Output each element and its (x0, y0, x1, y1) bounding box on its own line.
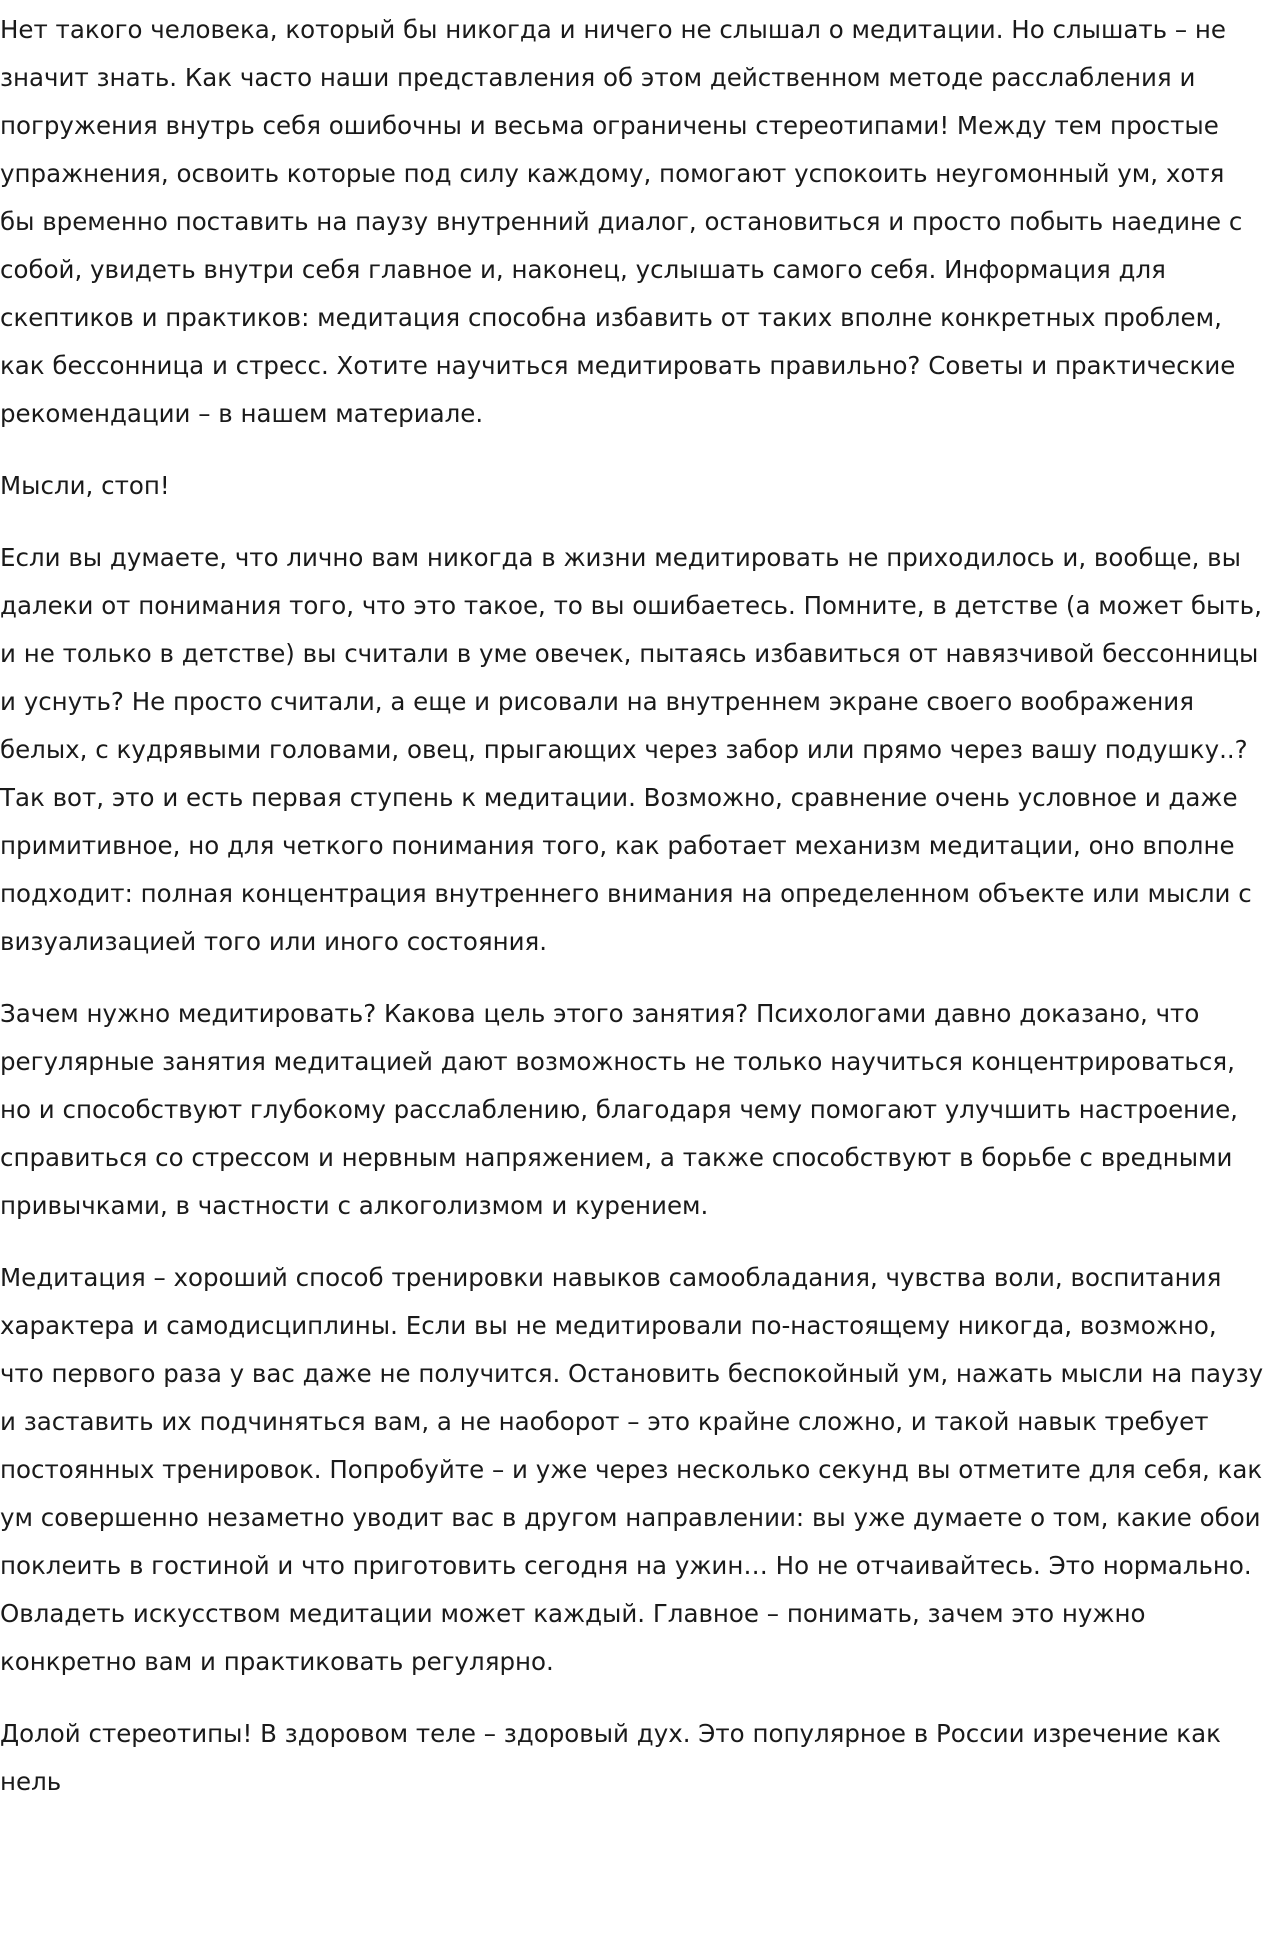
paragraph-self-control: Медитация – хороший способ тренировки навыков самообладания, чувства воли, воспитания характера и самодисциплины. Если вы не медитировали по-настоящему никогда, возможно, что первого раза у вас даже не получится. Остановить беспокойный ум, нажать мысли на паузу и заставить их подчиняться вам, а не наоборот – это крайне сложно, и такой навык требует постоянных тренировок. Попробуйте – и уже через несколько секунд вы отметите для себя, как ум совершенно незаметно уводит вас в другом направлении: вы уже думаете о том, какие обои поклеить в гостиной и что приготовить сегодня на ужин… Но не отчаивайтесь. Это нормально. Овладеть искусством медитации может каждый. Главное – понимать, зачем это нужно конкретно вам и практиковать регулярно. (0, 1263, 1264, 1676)
paragraph-why-meditate: Зачем нужно медитировать? Какова цель этого занятия? Психологами давно доказано, что регулярные занятия медитацией дают возможность не только научиться концентрироваться, но и способствуют глубокому расслаблению, благодаря чему помогают улучшить настроение, справиться со стрессом и нервным напряжением, а также способствуют в борьбе с вредными привычками, в частности с алкоголизмом и курением. (0, 999, 1238, 1220)
paragraph-intro: Нет такого человека, который бы никогда и ничего не слышал о медитации. Но слышать – не значит знать. Как часто наши представления об этом действенном методе расслабления и погружения внутрь себя ошибочны и весьма ограничены стереотипами! Между тем простые упражнения, освоить которые под силу каждому, помогают успокоить неугомонный ум, хотя бы временно поставить на паузу внутренний диалог, остановиться и просто побыть наедине с собой, увидеть внутри себя главное и, наконец, услышать самого себя. Информация для скептиков и практиков: медитация способна избавить от таких вполне конкретных проблем, как бессонница и стресс. Хотите научиться медитировать правильно? Советы и практические рекомендации – в нашем материале. (0, 15, 1243, 428)
paragraph-sheep-counting: Если вы думаете, что лично вам никогда в жизни медитировать не приходилось и, вообще, вы далеки от понимания того, что это такое, то вы ошибаетесь. Помните, в детстве (а может быть, и не только в детстве) вы считали в уме овечек, пытаясь избавиться от навязчивой бессонницы и уснуть? Не просто считали, а еще и рисовали на внутреннем экране своего воображения белых, с кудрявыми головами, овец, прыгающих через забор или прямо через вашу подушку..? Так вот, это и есть первая ступень к медитации. Возможно, сравнение очень условное и даже примитивное, но для четкого понимания того, как работает механизм медитации, оно вполне подходит: полная концентрация внутреннего внимания на определенном объекте или мысли с визуализацией того или иного состояния. (0, 543, 1262, 956)
paragraph-stereotypes-truncated: Долой стереотипы! В здоровом теле – здоровый дух. Это популярное в России изречение как нель (0, 1719, 1221, 1796)
section-heading-thoughts-stop: Мысли, стоп! (0, 471, 170, 500)
